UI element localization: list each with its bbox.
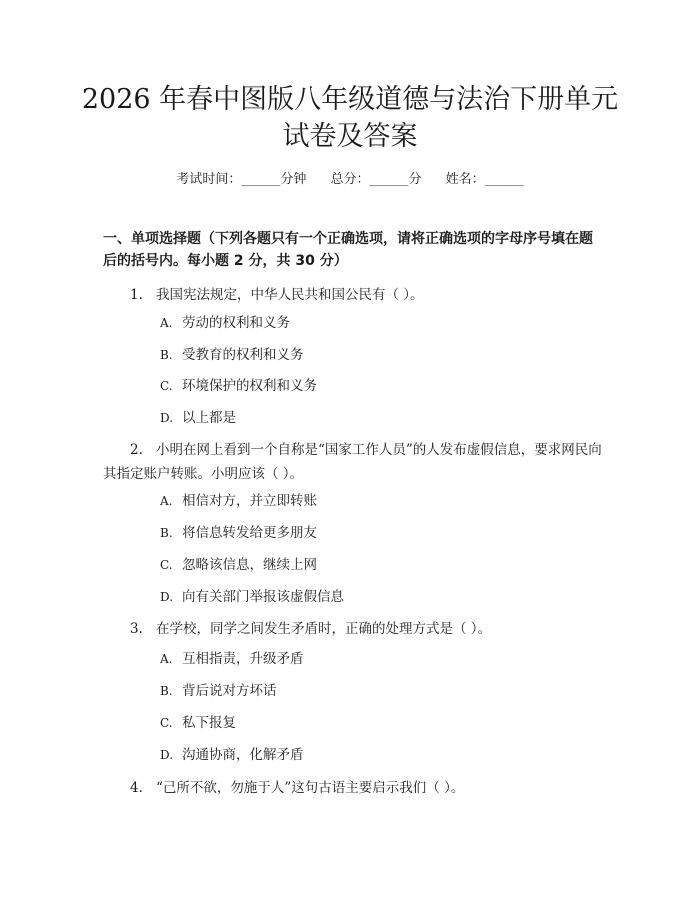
exam-info-line bbox=[0, 168, 700, 187]
page-title-line2: 试卷及答案 bbox=[282, 121, 418, 152]
option-letter: D. bbox=[160, 590, 174, 604]
answer-option bbox=[160, 376, 580, 396]
question-stem bbox=[103, 438, 603, 486]
option-letter: A. bbox=[160, 316, 173, 330]
question-text: “己所不欲，勿施于人”这句古语主要启示我们（ ）。 bbox=[156, 780, 465, 796]
answer-option bbox=[160, 649, 580, 669]
question-number: 3. bbox=[130, 621, 143, 637]
option-text: 受教育的权利和义务 bbox=[182, 347, 304, 363]
question-text: 我国宪法规定，中华人民共和国公民有（ ）。 bbox=[156, 287, 424, 303]
question-number: 1. bbox=[130, 287, 143, 303]
option-text: 互相指责，升级矛盾 bbox=[182, 651, 304, 667]
option-text: 向有关部门举报该虚假信息 bbox=[182, 589, 344, 605]
question-stem bbox=[103, 776, 603, 800]
option-letter: C. bbox=[160, 558, 173, 572]
option-letter: B. bbox=[160, 526, 173, 540]
option-text: 以上都是 bbox=[182, 410, 236, 426]
answer-option bbox=[160, 345, 580, 365]
question-stem bbox=[103, 283, 603, 307]
exam-time-field: 考试时间：______分钟 bbox=[176, 172, 307, 187]
section-heading: 一、单项选择题（下列各题只有一个正确选项，请将正确选项的字母序号填在题后的括号内。每小题 2 分，共 30 分） bbox=[103, 231, 593, 269]
question-text: 在学校，同学之间发生矛盾时，正确的处理方式是（ ）。 bbox=[156, 621, 492, 637]
answer-option bbox=[160, 587, 580, 607]
answer-option bbox=[160, 681, 580, 701]
total-score-field: 总分：______分 bbox=[330, 172, 422, 187]
option-text: 私下报复 bbox=[182, 715, 236, 731]
option-text: 环境保护的权利和义务 bbox=[182, 378, 317, 394]
question-text: 小明在网上看到一个自称是“国家工作人员”的人发布虚假信息，要求网民向其指定账户转账。小明应该（ ）。 bbox=[103, 442, 602, 482]
answer-option bbox=[160, 745, 580, 765]
answer-option bbox=[160, 313, 580, 333]
page-title: 2026 年春中图版八年级道德与法治下册单元 bbox=[81, 84, 619, 115]
option-letter: D. bbox=[160, 748, 174, 762]
answer-option bbox=[160, 555, 580, 575]
question-number: 4. bbox=[130, 780, 143, 796]
option-letter: B. bbox=[160, 684, 173, 698]
option-text: 忽略该信息，继续上网 bbox=[182, 557, 317, 573]
option-letter: C. bbox=[160, 716, 173, 730]
option-text: 将信息转发给更多朋友 bbox=[182, 525, 317, 541]
answer-option bbox=[160, 491, 580, 511]
option-letter: B. bbox=[160, 348, 173, 362]
option-text: 相信对方，并立即转账 bbox=[182, 493, 317, 509]
option-letter: A. bbox=[160, 652, 173, 666]
option-text: 沟通协商，化解矛盾 bbox=[182, 747, 304, 763]
name-field: 姓名：______ bbox=[445, 172, 524, 187]
answer-option bbox=[160, 408, 580, 428]
question-stem bbox=[103, 617, 603, 641]
answer-option bbox=[160, 713, 580, 733]
option-letter: C. bbox=[160, 379, 173, 393]
option-letter: D. bbox=[160, 411, 174, 425]
answer-option bbox=[160, 523, 580, 543]
option-text: 劳动的权利和义务 bbox=[182, 315, 290, 331]
option-letter: A. bbox=[160, 494, 173, 508]
option-text: 背后说对方坏话 bbox=[182, 683, 277, 699]
question-number: 2. bbox=[130, 442, 143, 458]
